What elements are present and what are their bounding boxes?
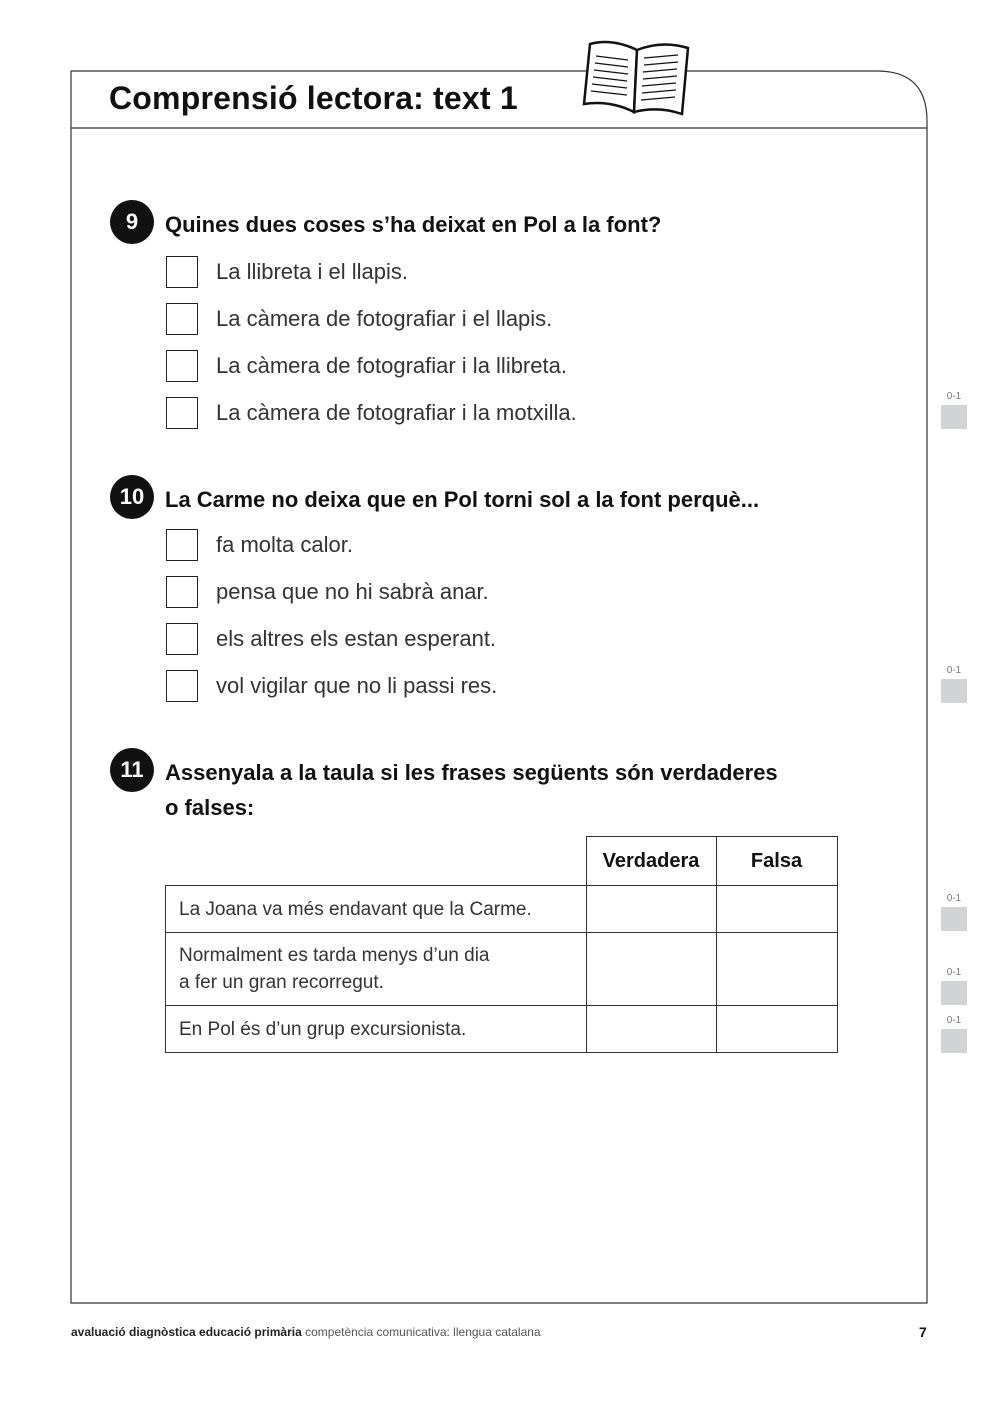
option-label: pensa que no hi sabrà anar. <box>216 579 489 604</box>
score-marker <box>941 893 967 931</box>
page-footer <box>71 1325 541 1339</box>
option-label: La llibreta i el llapis. <box>216 259 408 284</box>
statement-text: En Pol és d’un grup excursionista. <box>179 1018 467 1040</box>
score-marker <box>941 967 967 1005</box>
answer-option[interactable] <box>166 396 577 430</box>
question-text: o falses: <box>165 795 255 820</box>
table-row <box>166 1006 838 1053</box>
option-checkbox[interactable] <box>166 670 198 702</box>
option-checkbox[interactable] <box>166 303 198 335</box>
score-marker <box>941 391 967 429</box>
true-answer-cell[interactable] <box>586 933 716 1006</box>
score-label: 0-1 <box>946 967 962 978</box>
statement-cell <box>166 886 587 933</box>
option-checkbox[interactable] <box>166 256 198 288</box>
question-text: Quines dues coses s’ha deixat en Pol a la font? <box>165 212 662 237</box>
statement-text: Normalment es tarda menys d’un dia <box>179 945 490 966</box>
score-box[interactable] <box>941 405 967 429</box>
score-box[interactable] <box>941 981 967 1005</box>
score-label: 0-1 <box>946 893 962 904</box>
question-text: Assenyala a la taula si les frases següents són verdaderes <box>165 760 778 785</box>
score-marker <box>941 1015 967 1053</box>
score-box[interactable] <box>941 907 967 931</box>
open-book-icon <box>582 38 694 122</box>
table-header-empty <box>166 837 587 886</box>
true-answer-cell[interactable] <box>586 1006 716 1053</box>
column-header-false: Falsa <box>716 837 837 886</box>
option-label: La càmera de fotografiar i la llibreta. <box>216 353 567 378</box>
option-label: La càmera de fotografiar i el llapis. <box>216 306 553 331</box>
true-false-table <box>165 836 838 1053</box>
answer-option[interactable] <box>166 528 353 562</box>
statement-cell <box>166 933 587 1006</box>
option-checkbox[interactable] <box>166 397 198 429</box>
table-row <box>166 886 838 933</box>
page-number: 7 <box>919 1324 927 1340</box>
score-marker <box>941 665 967 703</box>
statement-text: La Joana va més endavant que la Carme. <box>179 898 532 920</box>
statement-cell <box>166 1006 587 1053</box>
answer-option[interactable] <box>166 349 567 383</box>
option-label: fa molta calor. <box>216 532 353 557</box>
option-checkbox[interactable] <box>166 350 198 382</box>
footer-subject: competència comunicativa: llengua catalana <box>305 1325 541 1339</box>
answer-option[interactable] <box>166 575 489 609</box>
question-number-badge: 10 <box>110 475 154 519</box>
footer-series: avaluació diagnòstica educació primària <box>71 1325 302 1339</box>
option-checkbox[interactable] <box>166 529 198 561</box>
false-answer-cell[interactable] <box>716 1006 837 1053</box>
answer-option[interactable] <box>166 622 496 656</box>
option-checkbox[interactable] <box>166 623 198 655</box>
score-label: 0-1 <box>946 665 962 676</box>
score-label: 0-1 <box>946 1015 962 1026</box>
answer-option[interactable] <box>166 255 408 289</box>
option-label: La càmera de fotografiar i la motxilla. <box>216 400 577 425</box>
option-checkbox[interactable] <box>166 576 198 608</box>
score-box[interactable] <box>941 679 967 703</box>
score-label: 0-1 <box>946 391 962 402</box>
table-row <box>166 933 838 1006</box>
page-title: Comprensió lectora: text 1 <box>109 80 518 116</box>
option-label: vol vigilar que no li passi res. <box>216 673 498 698</box>
answer-option[interactable] <box>166 669 497 703</box>
table-header-row <box>166 837 838 886</box>
answer-option[interactable] <box>166 302 552 336</box>
column-header-true: Verdadera <box>586 837 716 886</box>
question-text: La Carme no deixa que en Pol torni sol a la font perquè... <box>165 487 760 512</box>
question-number-badge: 9 <box>110 200 154 244</box>
false-answer-cell[interactable] <box>716 886 837 933</box>
true-answer-cell[interactable] <box>586 886 716 933</box>
statement-text: a fer un gran recorregut. <box>179 972 384 993</box>
false-answer-cell[interactable] <box>716 933 837 1006</box>
question-number-badge: 11 <box>110 748 154 792</box>
score-box[interactable] <box>941 1029 967 1053</box>
option-label: els altres els estan esperant. <box>216 626 497 651</box>
